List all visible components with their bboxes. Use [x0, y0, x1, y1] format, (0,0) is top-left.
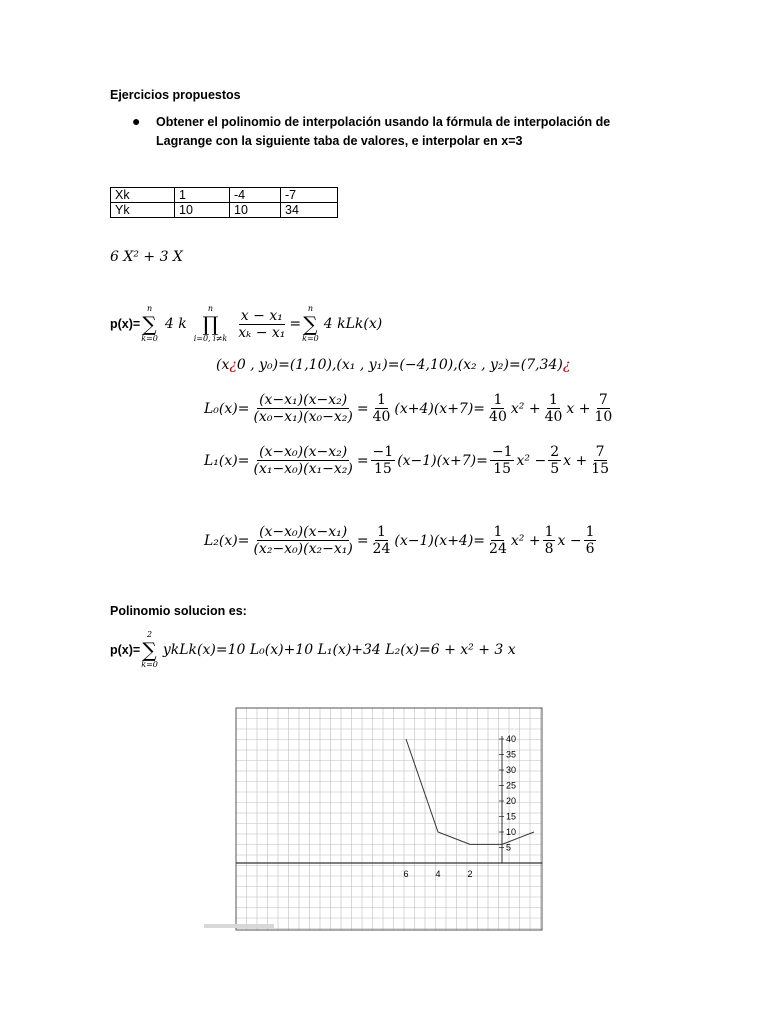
fraction-numerator: 7 — [595, 444, 605, 460]
fraction-numerator: 1 — [493, 524, 503, 540]
fraction-denominator: (x₀−x₁)(x₀−x₂) — [253, 409, 353, 425]
fraction-denominator: 15 — [591, 461, 610, 477]
table-cell: Yk — [111, 203, 175, 218]
L2-lhs: L₂(x)= — [204, 532, 250, 549]
section-title: Ejercicios propuestos — [110, 88, 241, 102]
coef-fraction — [371, 444, 396, 477]
coef-4k: 4 k — [164, 316, 187, 332]
product-operator — [194, 304, 228, 344]
points-values: 0 , y₀)=(1,10),(x₁ , y₁)=(−4,10),(x₂ , y₂)=(7,34) — [236, 357, 563, 373]
rhs-expression: 4 kLk(x) — [323, 316, 383, 332]
L1-lhs: L₁(x)= — [204, 452, 250, 469]
table-cell: -4 — [230, 188, 281, 203]
sum-operator — [302, 304, 319, 344]
points-open: (x — [216, 357, 230, 373]
solution-rhs: ykLk(x)=10 L₀(x)+10 L₁(x)+34 L₂(x)=6 + x² + 3 x — [162, 642, 516, 658]
sigma-symbol: ∑ — [142, 638, 157, 662]
sum-bottom: k=0 — [141, 334, 158, 343]
coef-fraction — [371, 392, 393, 425]
fraction-denominator: 6 — [585, 541, 595, 557]
term: x − — [557, 532, 582, 549]
first-expression: 6 X² + 3 X — [110, 249, 183, 265]
bullet-text-line2: Lagrange con la siguiente taba de valores, e interpolar en x=3 — [156, 134, 523, 148]
table-row — [111, 203, 338, 218]
equals-sign: = — [289, 316, 302, 332]
solution-equation — [110, 630, 516, 670]
table-cell: 34 — [281, 203, 338, 218]
term: x + — [563, 452, 588, 469]
sum-top: n — [146, 304, 153, 313]
fraction-denominator: 10 — [594, 409, 613, 425]
graph-image — [204, 680, 560, 932]
coef-fraction — [543, 524, 556, 557]
fraction-denominator: 40 — [372, 409, 391, 425]
y-tick-label: 25 — [506, 780, 517, 791]
sum-bottom: k=0 — [141, 660, 158, 669]
coef-fraction — [487, 524, 509, 557]
coef-fraction — [589, 444, 611, 477]
coef-fraction — [371, 524, 393, 557]
L1-factors: (x−1)(x+7)= — [397, 452, 488, 469]
y-tick-label: 40 — [506, 734, 517, 744]
L0-lhs: L₀(x)= — [204, 400, 250, 417]
fraction-numerator: 1 — [544, 524, 554, 540]
sum-operator — [141, 304, 158, 344]
sum-top: 2 — [146, 630, 153, 639]
fraction-denominator: 15 — [493, 461, 512, 477]
x-tick-label: 4 — [435, 869, 441, 879]
fraction-denominator: 5 — [550, 461, 560, 477]
fraction-numerator: 1 — [493, 392, 503, 408]
table-cell: -7 — [281, 188, 338, 203]
y-tick-label: 35 — [506, 749, 517, 760]
fraction-denominator: 24 — [372, 541, 391, 557]
fraction-numerator: −1 — [372, 444, 394, 460]
term: x² − — [516, 452, 547, 469]
coef-fraction — [592, 392, 614, 425]
fraction-numerator: (x−x₀)(x−x₂) — [259, 444, 348, 460]
sum-operator — [141, 630, 158, 670]
y-tick-label: 30 — [506, 765, 517, 775]
fraction-numerator: 1 — [377, 392, 386, 408]
fraction-denominator: 24 — [489, 541, 507, 557]
sum-bottom: k=0 — [302, 334, 319, 343]
values-table — [110, 187, 338, 218]
garbled-char: ¿ — [229, 357, 237, 373]
fraction-numerator: 7 — [598, 392, 608, 408]
fraction-numerator: (x−x₀)(x−x₁) — [259, 524, 348, 540]
L0-factors: (x+4)(x+7)= — [394, 400, 486, 417]
table-cell: 10 — [230, 203, 281, 218]
term: x² + — [510, 532, 541, 549]
p-label: p(x)= — [110, 317, 141, 331]
y-tick-label: 5 — [506, 842, 512, 853]
L1-equation: L₁(x)= $\frac{\text{(x−x₀)(x−x₂)}}{\text{(x₁−x₀)(x₁−x₂)}}$ = $\frac{-1}{15}$ (x−1)(x+7)= $\frac{-1}{15}$ x² − $\frac{2}{5}$ x + $\frac{7}{15}$ — [204, 444, 610, 477]
table-cell: 10 — [175, 203, 230, 218]
fraction-denominator: (x₂−x₀)(x₂−x₁) — [253, 541, 353, 557]
lagrange-definition — [110, 304, 382, 344]
sum-top: n — [307, 304, 314, 313]
fraction-denominator: 40 — [544, 409, 563, 425]
coef-fraction — [487, 392, 509, 425]
x-tick-label: 2 — [467, 869, 473, 879]
solution-title: Polinomio solucion es: — [110, 604, 247, 618]
coef-fraction — [584, 524, 597, 557]
points-line — [216, 357, 570, 373]
fraction-denominator: (x₁−x₀)(x₁−x₂) — [253, 461, 353, 477]
fraction-numerator: (x−x₁)(x−x₂) — [259, 392, 348, 408]
fraction-denominator: xₖ − x₁ — [238, 324, 286, 341]
fraction-numerator: 1 — [377, 524, 386, 540]
L2-equation: L₂(x)= $\frac{\text{(x−x₀)(x−x₁)}}{\text{(x₂−x₀)(x₂−x₁)}}$ = $\frac{1}{24}$ (x−1)(x+4)= $\frac{1}{24}$ x² + $\frac{1}{8}$ x − $\frac{1}{6}$ — [204, 524, 595, 557]
fraction-denominator: 40 — [489, 409, 507, 425]
fraction-numerator: 2 — [550, 444, 560, 460]
fraction-denominator: 8 — [544, 541, 554, 557]
fraction-denominator: 15 — [373, 461, 392, 477]
table-row — [111, 188, 338, 203]
L0-fraction — [251, 392, 354, 425]
bullet-dot: ● — [132, 113, 141, 129]
y-tick-label: 20 — [506, 796, 517, 806]
fraction-numerator: x − x₁ — [240, 307, 283, 324]
y-tick-label: 15 — [506, 811, 517, 822]
term: x + — [566, 400, 591, 417]
coef-fraction — [548, 444, 561, 477]
pi-symbol: ∏ — [202, 312, 219, 336]
sigma-symbol: ∑ — [303, 312, 318, 336]
x-tick-label: 6 — [403, 869, 409, 879]
coef-fraction — [543, 392, 565, 425]
fraction-numerator: 1 — [549, 392, 558, 408]
L2-fraction — [251, 524, 354, 557]
y-tick-label: 10 — [506, 827, 517, 837]
L0-equation: L₀(x)= $\frac{\text{(x−x₁)(x−x₂)}}{\text{(x₀−x₁)(x₀−x₂)}}$ = $\frac{1}{40}$ (x+4)(x+7)= $\frac{1}{40}$ x² + $\frac{1}{40}$ x + $\frac{7}{10}$ — [204, 392, 613, 425]
coef-fraction — [490, 444, 515, 477]
table-cell: Xk — [111, 188, 175, 203]
table-cell: 1 — [175, 188, 230, 203]
scan-artifact — [204, 924, 274, 928]
fraction-numerator: 1 — [585, 524, 595, 540]
prod-top: n — [207, 304, 214, 313]
garbled-char: ¿ — [562, 357, 571, 373]
L2-factors: (x−1)(x+4)= — [394, 532, 486, 549]
term: x² + — [510, 400, 541, 417]
fraction-numerator: −1 — [491, 444, 513, 460]
prod-bottom: i=0, i≠k — [193, 334, 228, 343]
sigma-symbol: ∑ — [142, 312, 157, 336]
bullet-text-line1: Obtener el polinomio de interpolación usando la fórmula de interpolación de — [156, 115, 611, 129]
p-label: p(x)= — [110, 643, 141, 657]
basis-fraction — [236, 308, 287, 341]
L1-fraction — [251, 444, 354, 477]
